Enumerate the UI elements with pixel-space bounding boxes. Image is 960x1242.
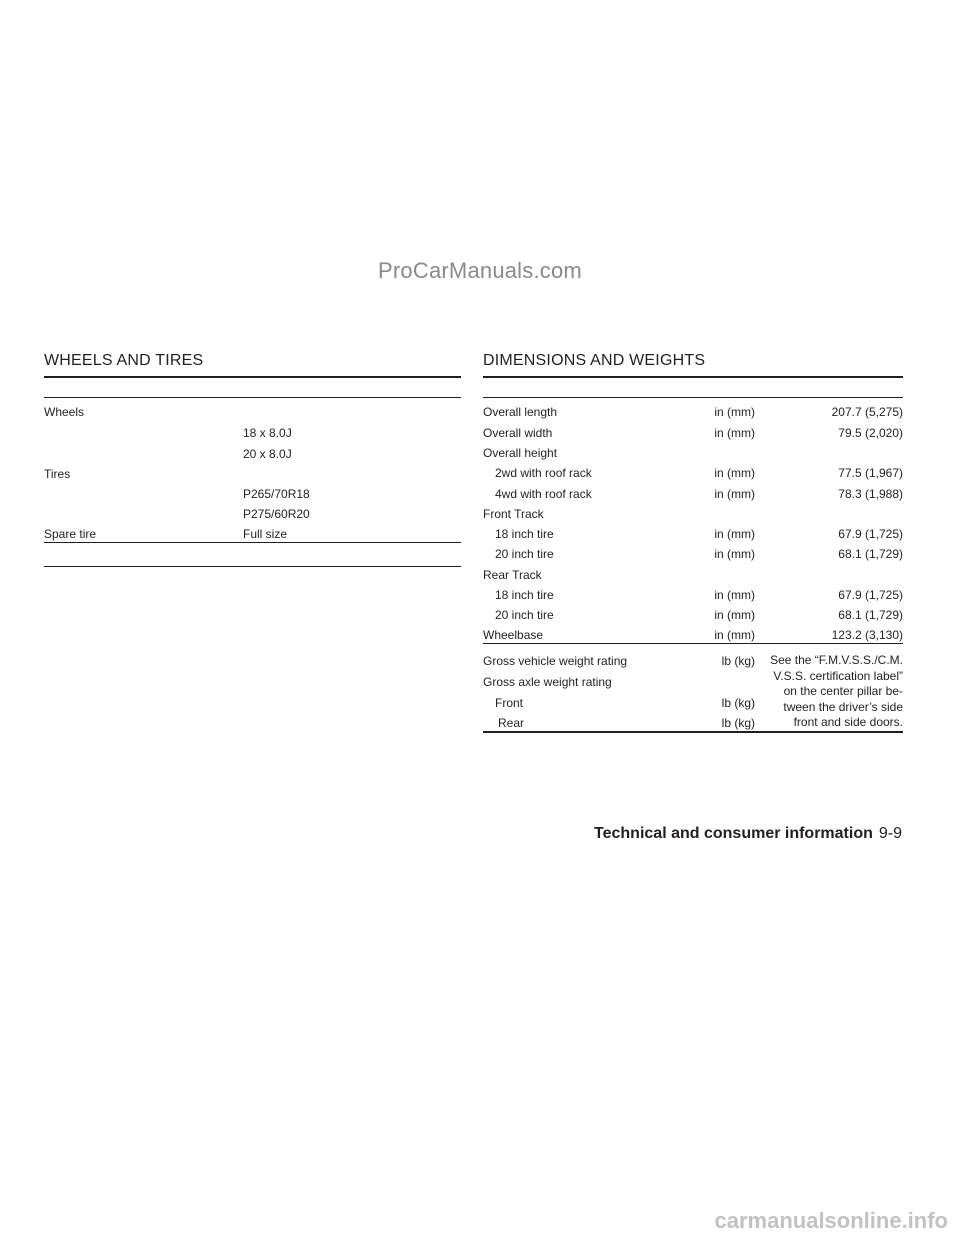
tire-size-18: P265/70R18 <box>243 487 310 501</box>
wheels-table-top-rule <box>44 397 461 398</box>
weights-note-line: V.S.S. certification label” <box>773 668 903 683</box>
page-footer <box>594 825 902 843</box>
dim-unit-front-20-tire: in (mm) <box>714 547 755 561</box>
dim-label-front-track: Front Track <box>483 507 544 521</box>
weights-note-line: See the “F.M.V.S.S./C.M. <box>770 653 903 667</box>
dim-label-overall-length: Overall length <box>483 405 558 419</box>
watermark-carmanualsonline: carmanualsonline.info <box>714 1208 948 1233</box>
dim-value-2wd-roof-rack: 77.5 (1,967) <box>838 466 903 480</box>
wheel-size-18: 18 x 8.0J <box>243 426 292 440</box>
dim-label-front-18-tire: 18 inch tire <box>495 527 554 541</box>
footer-section-title: Technical and consumer information <box>594 825 873 842</box>
dim-unit-wheelbase: in (mm) <box>714 628 755 642</box>
spare-tire-label: Spare tire <box>44 527 97 541</box>
weight-label-rear: Rear <box>498 716 525 730</box>
dim-unit-overall-width: in (mm) <box>714 426 755 440</box>
dim-label-4wd-roof-rack: 4wd with roof rack <box>495 487 592 501</box>
dim-label-wheelbase: Wheelbase <box>483 628 544 642</box>
wheels-label: Wheels <box>44 405 85 419</box>
wheels-table-bottom-rule <box>44 542 461 543</box>
dim-value-overall-length: 207.7 (5,275) <box>831 405 903 419</box>
spare-tire-value: Full size <box>243 527 288 541</box>
dim-label-overall-height: Overall height <box>483 446 558 460</box>
dim-value-overall-width: 79.5 (2,020) <box>838 426 903 440</box>
dim-unit-4wd-roof-rack: in (mm) <box>714 487 755 501</box>
dimensions-table-mid-rule <box>483 643 903 644</box>
dim-unit-overall-length: in (mm) <box>714 405 755 419</box>
weight-label-gvwr: Gross vehicle weight rating <box>483 654 628 668</box>
dimensions-table-bottom-rule <box>483 731 903 733</box>
dimensions-title-rule <box>483 376 903 378</box>
weights-note <box>763 653 903 731</box>
dim-unit-front-18-tire: in (mm) <box>714 527 755 541</box>
wheel-size-20: 20 x 8.0J <box>243 447 292 461</box>
dim-value-rear-20-tire: 68.1 (1,729) <box>838 608 903 622</box>
weights-note-line: tween the driver’s side <box>783 699 903 714</box>
tires-label: Tires <box>44 467 71 481</box>
dimensions-weights-title: DIMENSIONS AND WEIGHTS <box>483 352 706 369</box>
watermark-procarmanuals: ProCarManuals.com <box>378 258 582 283</box>
weight-unit-front: lb (kg) <box>721 696 755 710</box>
dim-value-front-20-tire: 68.1 (1,729) <box>838 547 903 561</box>
wheels-tires-title: WHEELS AND TIRES <box>44 352 204 369</box>
dim-label-rear-18-tire: 18 inch tire <box>495 588 554 602</box>
dim-value-4wd-roof-rack: 78.3 (1,988) <box>838 487 903 501</box>
wheels-section-end-rule <box>44 566 461 567</box>
page-number: 9-9 <box>878 825 902 842</box>
dim-unit-rear-18-tire: in (mm) <box>714 588 755 602</box>
dim-label-front-20-tire: 20 inch tire <box>495 547 554 561</box>
dim-unit-2wd-roof-rack: in (mm) <box>714 466 755 480</box>
dim-label-overall-width: Overall width <box>483 426 553 440</box>
weight-label-gawr: Gross axle weight rating <box>483 675 612 689</box>
dim-value-front-18-tire: 67.9 (1,725) <box>838 527 903 541</box>
dim-label-rear-20-tire: 20 inch tire <box>495 608 554 622</box>
weights-note-line: front and side doors. <box>793 715 903 729</box>
weight-label-front: Front <box>495 696 524 710</box>
weight-unit-rear: lb (kg) <box>721 716 755 730</box>
dim-label-rear-track: Rear Track <box>483 568 542 582</box>
dim-label-2wd-roof-rack: 2wd with roof rack <box>495 466 592 480</box>
dim-value-wheelbase: 123.2 (3,130) <box>831 628 903 642</box>
dimensions-table-top-rule <box>483 397 903 398</box>
wheels-title-rule <box>44 376 461 378</box>
dim-value-rear-18-tire: 67.9 (1,725) <box>838 588 903 602</box>
weight-unit-gvwr: lb (kg) <box>721 654 755 668</box>
dim-unit-rear-20-tire: in (mm) <box>714 608 755 622</box>
tire-size-20: P275/60R20 <box>243 507 310 521</box>
weights-note-line: on the center pillar be- <box>783 684 903 698</box>
